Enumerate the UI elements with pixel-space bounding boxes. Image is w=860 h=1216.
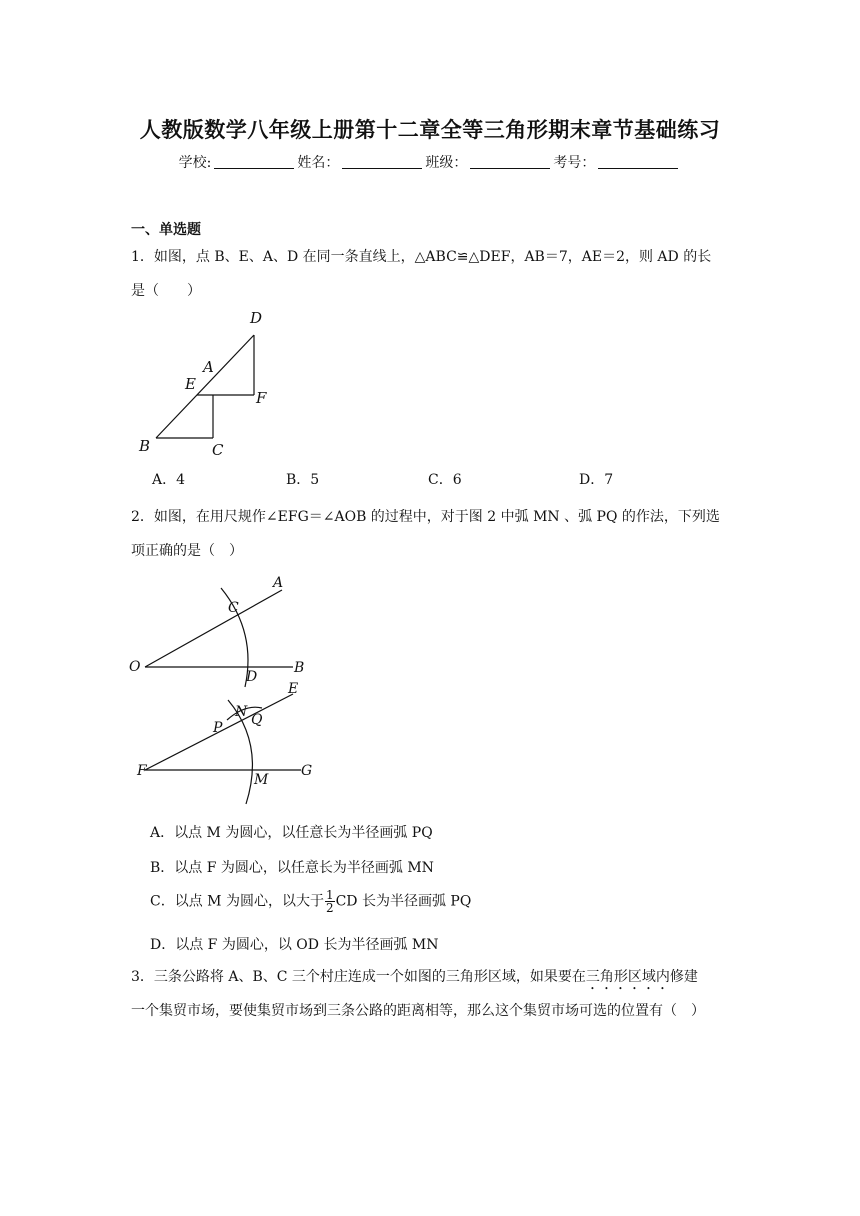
label-q: Q [251,712,263,728]
section-heading: 一、单选题 [131,222,201,238]
class-blank[interactable] [470,154,550,169]
question-3-line-1: 3．三条公路将 A、B、C 三个村庄连成一个如图的三角形区域，如果要在三角形区域内修建 [131,969,698,985]
q1-option-c[interactable]: C．6 [428,472,462,488]
line-bd [156,335,254,438]
q2-option-c-prefix: C．以点 M 为圆心，以大于 [150,893,324,910]
q2-option-d[interactable]: D．以点 F 为圆心，以 OD 长为半径画弧 MN [150,937,439,953]
question-1-line-1: 1．如图，点 B、E、A、D 在同一条直线上，△ABC≌△DEF，AB＝7，AE＝2，则 AD 的长 [131,249,712,265]
school-blank[interactable] [214,154,294,169]
ray-oa [145,590,282,667]
exam-no-label: 考号： [553,155,596,171]
fraction-one-half: $\frac{1}{2}$ [325,888,334,915]
label-d: D [250,309,263,327]
q1-option-a[interactable]: A．4 [152,472,186,488]
q2-option-c[interactable] [150,889,471,914]
label-a: A [203,358,214,376]
label-e: E [185,375,196,393]
q2-option-c-suffix: CD 长为半径画弧 PQ [335,893,472,910]
label-b: B [139,437,151,455]
q2-option-b[interactable]: B．以点 F 为圆心，以任意长为半径画弧 MN [150,860,434,876]
question-2-line-2: 项正确的是（ ） [131,543,243,559]
label-f: F [256,389,267,407]
label-c2: C [228,600,239,616]
student-info-line [0,152,860,172]
question-1-figure [130,305,280,460]
label-c: C [212,441,224,459]
label-b2: B [294,660,305,676]
label-n: N [235,704,248,720]
question-2-line-1: 2．如图，在用尺规作∠EFG＝∠AOB 的过程中，对于图 2 中弧 MN 、弧 PQ 的作法，下列选 [131,509,720,525]
exam-no-blank[interactable] [598,154,678,169]
label-m: M [254,772,269,788]
label-g: G [301,763,313,779]
label-d2: D [246,669,258,685]
class-label: 班级： [425,155,468,171]
q2-option-a[interactable]: A．以点 M 为圆心，以任意长为半径画弧 PQ [150,825,433,841]
emphasized-text: 三角形区域内 [585,969,670,985]
question-1-line-2: 是（ ） [131,283,201,299]
label-f2: F [137,763,147,779]
label-o: O [129,659,141,675]
label-a2: A [273,575,284,591]
name-label: 姓名： [297,155,340,171]
question-2-figure [125,572,325,807]
school-label: 学校: [178,155,212,171]
question-3-line-2: 一个集贸市场，要使集贸市场到三条公路的距离相等，那么这个集贸市场可选的位置有（ ） [131,1003,705,1019]
q1-option-d[interactable]: D．7 [579,472,614,488]
document-title: 人教版数学八年级上册第十二章全等三角形期末章节基础练习 [139,117,721,142]
label-p: P [213,720,223,736]
name-blank[interactable] [342,154,422,169]
q1-option-b[interactable]: B．5 [286,472,320,488]
label-e2: E [288,681,299,697]
